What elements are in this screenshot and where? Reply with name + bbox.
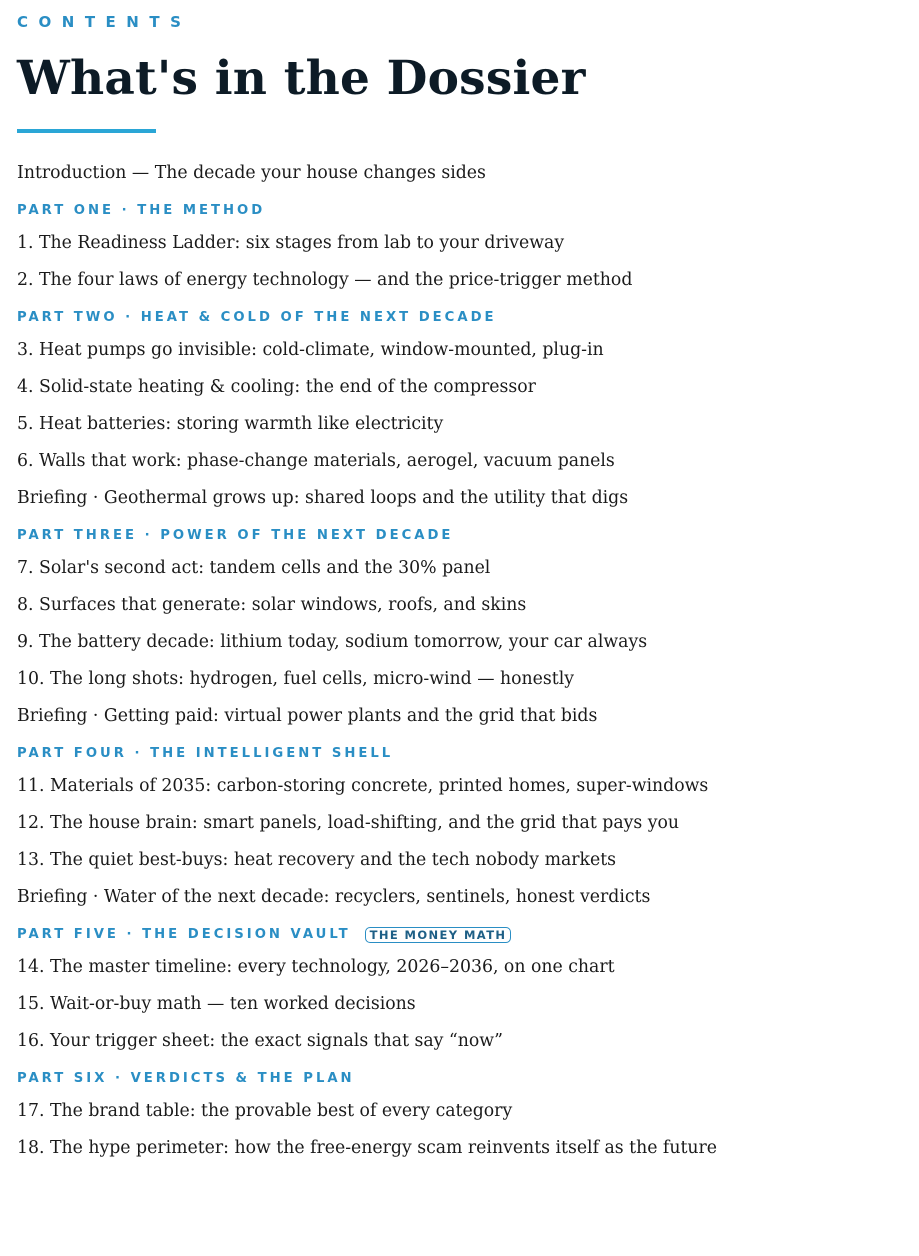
- part-heading-six: [17, 1070, 897, 1088]
- title-underline: [17, 129, 156, 133]
- toc-entry: 17. The brand table: the provable best of every category: [17, 1101, 513, 1121]
- toc-entry: 15. Wait-or-buy math — ten worked decisions: [17, 994, 416, 1014]
- toc-entry: 10. The long shots: hydrogen, fuel cells, micro-wind — honestly: [17, 669, 574, 689]
- toc-entry: 12. The house brain: smart panels, load-shifting, and the grid that pays you: [17, 813, 680, 833]
- toc-entry: 4. Solid-state heating & cooling: the end of the compressor: [17, 377, 536, 397]
- money-math-badge: THE MONEY MATH: [365, 927, 512, 943]
- part-heading-three: [17, 527, 897, 545]
- toc-entry: 6. Walls that work: phase-change materials, aerogel, vacuum panels: [17, 451, 615, 471]
- part-heading-label: PART ONE · THE METHOD: [17, 203, 266, 218]
- part-heading-label: PART SIX · VERDICTS & THE PLAN: [17, 1071, 355, 1086]
- toc-entry: 7. Solar's second act: tandem cells and the 30% panel: [17, 558, 491, 578]
- toc-entry: 5. Heat batteries: storing warmth like electricity: [17, 414, 444, 434]
- toc-entry-briefing: Briefing · Water of the next decade: recyclers, sentinels, honest verdicts: [17, 887, 651, 907]
- part-heading-one: [17, 202, 897, 220]
- toc-entry-introduction: Introduction — The decade your house changes sides: [17, 163, 486, 183]
- part-heading-five: [17, 926, 897, 944]
- part-heading-two: [17, 309, 897, 327]
- part-heading-label: PART FOUR · THE INTELLIGENT SHELL: [17, 746, 394, 761]
- contents-page: [17, 0, 897, 1160]
- toc-entry-briefing: Briefing · Getting paid: virtual power plants and the grid that bids: [17, 706, 598, 726]
- part-heading-label: PART TWO · HEAT & COLD OF THE NEXT DECADE: [17, 310, 497, 325]
- contents-eyebrow: CONTENTS: [17, 13, 192, 31]
- toc-entry-briefing: Briefing · Geothermal grows up: shared loops and the utility that digs: [17, 488, 629, 508]
- toc-entry: 2. The four laws of energy technology — and the price-trigger method: [17, 270, 633, 290]
- part-heading-label: PART THREE · POWER OF THE NEXT DECADE: [17, 528, 454, 543]
- part-heading-four: [17, 745, 897, 763]
- toc-entry: 13. The quiet best-buys: heat recovery and the tech nobody markets: [17, 850, 617, 870]
- toc-entry: 14. The master timeline: every technology, 2026–2036, on one chart: [17, 957, 615, 977]
- page-title: What's in the Dossier: [17, 51, 586, 106]
- toc-entry: 9. The battery decade: lithium today, sodium tomorrow, your car always: [17, 632, 648, 652]
- toc-entry: 8. Surfaces that generate: solar windows, roofs, and skins: [17, 595, 527, 615]
- part-heading-label: PART FIVE · THE DECISION VAULT: [17, 927, 351, 942]
- toc-entry: 1. The Readiness Ladder: six stages from lab to your driveway: [17, 233, 565, 253]
- toc-entry: 18. The hype perimeter: how the free-energy scam reinvents itself as the future: [17, 1138, 718, 1158]
- toc-entry: 11. Materials of 2035: carbon-storing concrete, printed homes, super-windows: [17, 776, 709, 796]
- toc-entry: 16. Your trigger sheet: the exact signals that say “now”: [17, 1031, 503, 1051]
- toc-entry: 3. Heat pumps go invisible: cold-climate, window-mounted, plug-in: [17, 340, 604, 360]
